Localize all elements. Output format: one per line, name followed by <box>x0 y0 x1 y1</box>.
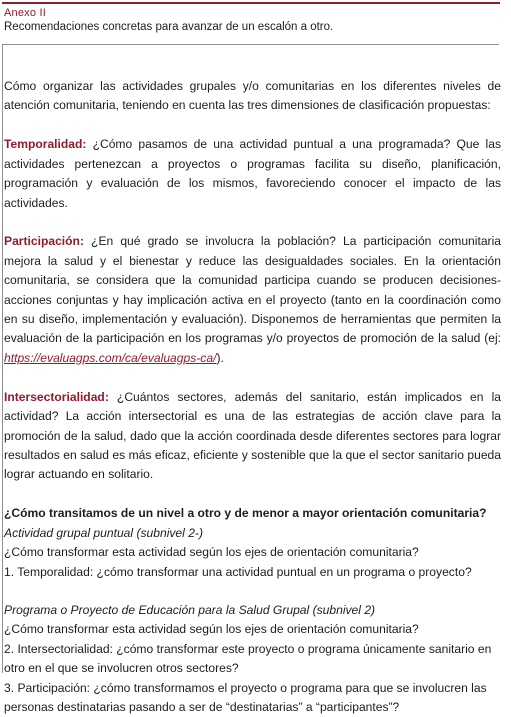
block2-line3: 3. Participación: ¿cómo transformamos el proyecto o programa para que se involucren las personas destinatarias pasando a ser de “destinatarias” a “participantes”? <box>4 680 487 714</box>
annex-description: Recomendaciones concretas para avanzar de un escalón a otro. <box>4 21 334 33</box>
temporalidad-text: ¿Cómo pasamos de una actividad puntual a una programada? Que las actividades pertenezcan a proyectos o programas facilita su diseño, planificación, programación y evaluación de los mismos, favoreciendo conocer el impacto de las actividades. <box>4 137 501 210</box>
section-heading: ¿Cómo transitamos de un nivel a otro y de menor a mayor orientación comunitaria? <box>4 506 487 521</box>
block1-line2: 1. Temporalidad: ¿cómo transformar una actividad puntual en un programa o proyecto? <box>4 564 472 579</box>
subnivel-2minus-block <box>4 524 501 582</box>
subnivel-2-block <box>4 601 501 717</box>
participacion-term: Participación: <box>4 234 84 249</box>
block1-subtitle: Actividad grupal puntual (subnivel 2-) <box>4 525 203 540</box>
block2-line2: 2. Intersectorialidad: ¿cómo transformar este proyecto o programa únicamente sanitario en otro en el que se involucren otros sectores? <box>4 641 492 676</box>
block2-line1: ¿Cómo transformar esta actividad según los ejes de orientación comunitaria? <box>4 622 419 637</box>
block2-subtitle: Programa o Proyecto de Educación para la Salud Grupal (subnivel 2) <box>4 602 376 617</box>
participacion-paragraph <box>4 232 501 368</box>
participacion-text: ¿En qué grado se involucra la población? La participación comunitaria mejora la salud y el bienestar y reduce las desigualdades sociales. En la orientación comunitaria, se considera que la comunidad participa cuando se producen decisiones-acciones conjuntas y hay implicación activa en el proyecto (tanto en la coordinación como en su diseño, implementación y evaluación). Disponemos de herramientas que permiten la evaluación de la participación en los programas y/o proyectos de promoción de la salud (ej: <box>4 234 501 346</box>
top-accent-bar <box>2 2 500 4</box>
temporalidad-term: Temporalidad: <box>4 137 87 152</box>
block1-line1: ¿Cómo transformar esta actividad según los ejes de orientación comunitaria? <box>4 545 419 560</box>
annex-content <box>4 77 501 717</box>
intersectorialidad-term: Intersectorialidad: <box>4 389 109 404</box>
evaluagps-link[interactable]: https://evaluagps.com/ca/evaluagps-ca/ <box>4 350 217 365</box>
intersectorialidad-paragraph <box>4 388 501 485</box>
intro-paragraph: Cómo organizar las actividades grupales y/o comunitarias en los diferentes niveles de atención comunitaria, teniendo en cuenta las tres dimensiones de clasificación propuestas: <box>4 79 501 113</box>
annex-label: Anexo II <box>4 7 46 19</box>
intersectorialidad-text: ¿Cuántos sectores, además del sanitario, están implicados en la actividad? La acción intersectorial es una de las estrategias de acción clave para la promoción de la salud, dado que la acción coordinada desde diferentes sectores para lograr resultados en salud es más eficaz, eficiente y sostenible que la que el sector sanitario pueda lograr actuando en solitario. <box>4 389 501 482</box>
participacion-text-end: ). <box>216 350 224 365</box>
temporalidad-paragraph <box>4 135 501 213</box>
